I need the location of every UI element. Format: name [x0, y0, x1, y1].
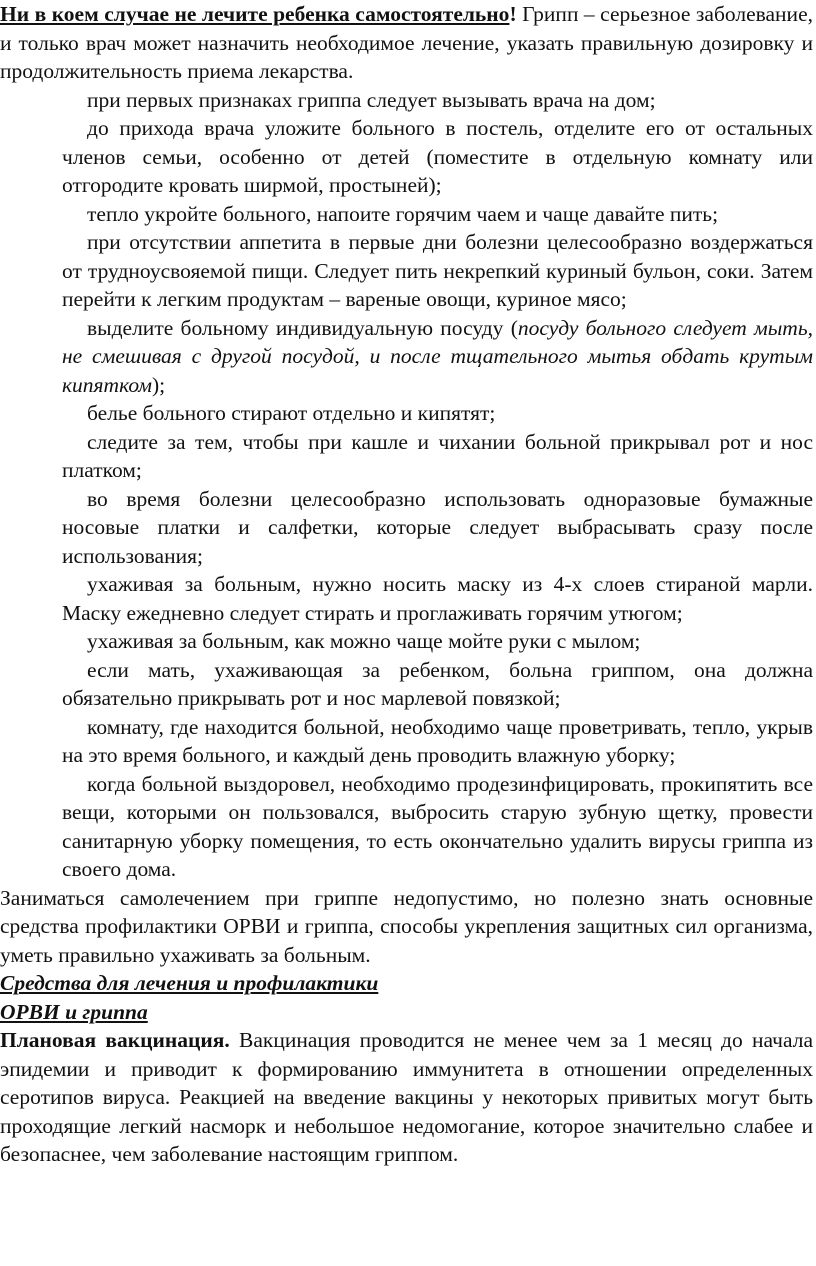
intro-text: Грипп – серьезное заболевание, и только врач может назначить необходимое лечение, указать правильную дозировку и продолжительность приема лекарства.: [0, 2, 813, 83]
summary-paragraph: Заниматься самолечением при гриппе недопустимо, но полезно знать основные средства профилактики ОРВИ и гриппа, способы укрепления защитных сил организма, уметь правильно ухаживать за больным.: [0, 885, 813, 967]
intro-exclamation: !: [509, 2, 517, 26]
list-item: комнату, где находится больной, необходимо чаще проветривать, тепло, укрыв на это время больного, и каждый день проводить влажную уборку;: [62, 714, 813, 767]
list-item: когда больной выздоровел, необходимо продезинфицировать, прокипятить все вещи, которыми он пользовался, выбросить старую зубную щетку, провести санитарную уборку помещения, то есть окончательно удалить вирусы гриппа из своего дома.: [62, 771, 813, 881]
care-list: [0, 86, 813, 884]
intro-paragraph: [0, 0, 813, 86]
list-item: следите за тем, чтобы при кашле и чихании больной прикрывал рот и нос платком;: [62, 429, 813, 482]
list-item: тепло укройте больного, напоите горячим чаем и чаще давайте пить;: [87, 201, 719, 226]
list-item: [62, 314, 813, 400]
intro-warning: Ни в коем случае не лечите ребенка самостоятельно: [0, 2, 510, 26]
list-item: ухаживая за больным, нужно носить маску из 4-х слоев стираной марли. Маску ежедневно следует стирать и проглаживать горячим утюгом;: [62, 572, 813, 625]
vaccination-paragraph: [0, 1026, 813, 1169]
list-item: во время болезни целесообразно использовать одноразовые бумажные носовые платки и салфетки, которые следует выбрасывать сразу после использования;: [62, 486, 813, 568]
section-heading-line-1: Средства для лечения и профилактики: [0, 971, 379, 995]
section-heading-line-2: ОРВИ и гриппа: [0, 999, 148, 1024]
dishes-after: );: [151, 372, 166, 397]
list-item: белье больного стирают отдельно и кипятят;: [87, 401, 496, 425]
list-item: если мать, ухаживающая за ребенком, больна гриппом, она должна обязательно прикрывать рот и нос марлевой повязкой;: [62, 657, 813, 710]
list-item: при отсутствии аппетита в первые дни болезни целесообразно воздержаться от трудноусвояемой пищи. Следует пить некрепкий куриный бульон, соки. Затем перейти к легким продуктам – вареные овощи, куриное мясо;: [62, 230, 813, 311]
vaccination-text: Вакцинация проводится не менее чем за 1 месяц до начала эпидемии и приводит к формированию иммунитета в отношении определенных серотипов вируса. Реакцией на введение вакцины у некоторых привитых могут быть проходящие легкий насморк и небольшое недомогание, которое значительно слабее и безопаснее, чем заболевание настоящим гриппом.: [0, 1028, 813, 1166]
vaccination-title: Плановая вакцинация.: [0, 1028, 230, 1052]
dishes-before: выделите больному индивидуальную посуду (: [87, 315, 518, 340]
list-item: ухаживая за больным, как можно чаще мойте руки с мылом;: [87, 629, 641, 653]
dishes-italic: посуду больного следует мыть, не смешивая с другой посудой, и после тщательного мытья обдать крутым кипятком: [62, 315, 813, 397]
list-item: при первых признаках гриппа следует вызывать врача на дом;: [87, 87, 656, 112]
list-item: до прихода врача уложите больного в постель, отделите его от остальных членов семьи, особенно от детей (поместите в отдельную комнату или отгородите кровать ширмой, простыней);: [62, 116, 813, 197]
